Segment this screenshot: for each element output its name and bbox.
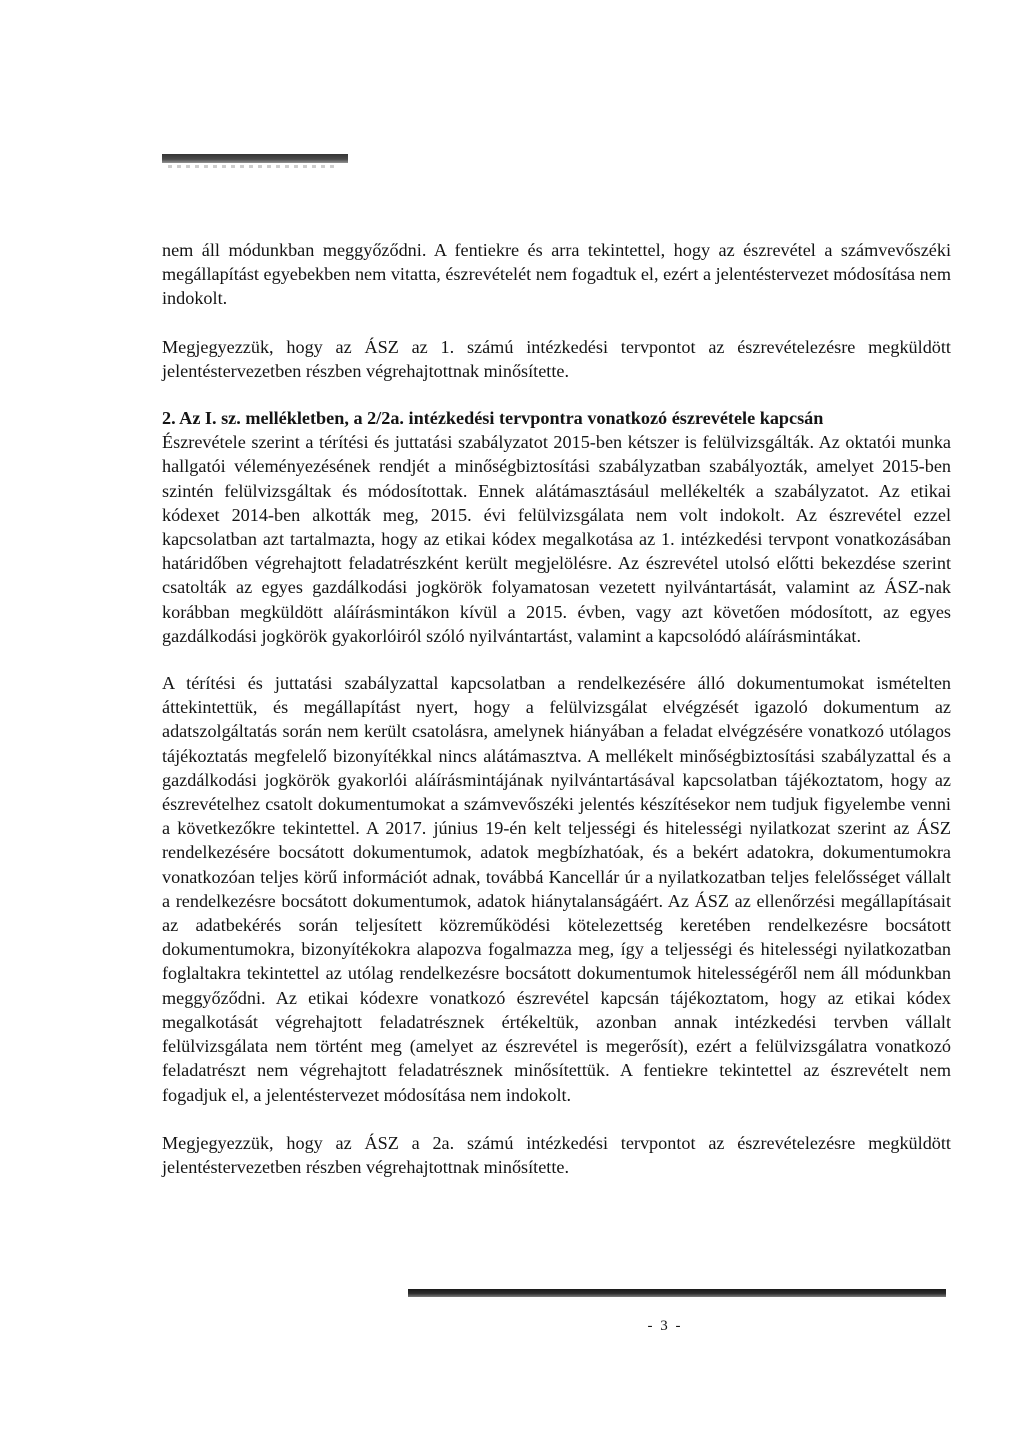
paragraph-note-2: Megjegyezzük, hogy az ÁSZ a 2a. számú intézkedési tervpontot az észrevételezésre megküldött jelentéstervezetben részben végrehajtottnak minősítette.	[162, 1132, 951, 1177]
document-body	[162, 238, 951, 1179]
header-scan-bar	[162, 154, 348, 163]
paragraph-note-1: Megjegyezzük, hogy az ÁSZ az 1. számú intézkedési tervpontot az észrevételezésre megküldött jelentéstervezetben részben végrehajtottnak minősítette.	[162, 336, 951, 381]
footer-scan-bar	[408, 1289, 946, 1297]
section-heading: 2. Az I. sz. mellékletben, a 2/2a. intézkedési tervpontra vonatkozó észrevétele kapcsán	[162, 408, 824, 429]
paragraph-response: A térítési és juttatási szabályzattal kapcsolatban a rendelkezésére álló dokumentumokat ismételten áttekintettük, és megállapítást nyert, hogy a felülvizsgálat elvégzését igazoló dokumentum az adatszolgáltatás során nem került csatolásra, amelynek hiányában a feladat elvégzésére vonatkozó utólagos tájékoztatás megfelelő bizonyítékkal nincs alátámasztva. A mellékelt minőségbiztosítási szabályzattal és a gazdálkodási jogkörök gyakorlói aláírásmintájának nyilvántartásával kapcsolatban tájékoztatom, hogy az észrevételhez csatolt dokumentumokat a számvevőszéki jelentés készítésekor nem tudjuk figyelembe venni a következőkre tekintettel. A 2017. június 19-én kelt teljességi és hitelességi nyilatkozat szerint az ÁSZ rendelkezésére bocsátott dokumentumok, adatok megbízhatóak, és a bekért adatokra, dokumentumokra vonatkozóan teljes körű információt adnak, továbbá Kancellár úr a nyilatkozatban teljes felelősséget vállalt a rendelkezésre bocsátott dokumentumok, adatok hiánytalanságáért. Az ÁSZ az ellenőrzési megállapításait az adatbekérés során teljesített közreműködési kötelezettség keretében rendelkezésre bocsátott dokumentumokra, bizonyítékokra alapozva fogalmazza meg, így a teljességi és hitelességi nyilatkozatban foglaltakra tekintettel az utólag rendelkezésre bocsátott dokumentumok hitelességéről nem áll módunkban meggyőződni. Az etikai kódexre vonatkozó észrevétel kapcsán tájékoztatom, hogy az etikai kódex megalkotását végrehajtott feladatrésznek értékeltük, azonban annak intézkedési tervben vállalt felülvizsgálata nem történt meg (amelyet az észrevétel is megerősít), ezért a felülvizsgálatra vonatkozó feladatrészt nem végrehajtott feladatrésznek minősítettük. A fentiekre tekintettel az észrevételt nem fogadjuk el, a jelentéstervezet módosítása nem indokolt.	[162, 673, 951, 1105]
paragraph-continuation: nem áll módunkban meggyőződni. A fentiekre és arra tekintettel, hogy az észrevétel a számvevőszéki megállapítást egyebekben nem vitatta, észrevételét nem fogadtuk el, ezért a jelentéstervezet módosítása nem indokolt.	[162, 240, 951, 309]
paragraph-observation: Észrevétele szerint a térítési és juttatási szabályzatot 2015-ben kétszer is felülvizsgálták. Az oktatói munka hallgatói véleményezésének rendjét a minőségbiztosítási szabályzatban szabályozták, amelyet 2015-ben szintén felülvizsgáltak és módosítottak. Ennek alátámasztásául mellékelték a szabályzatot. Az etikai kódexet 2014-ben alkották meg, 2015. évi felülvizsgálata nem volt indokolt. Az észrevétel ezzel kapcsolatban azt tartalmazta, hogy az etikai kódex megalkotása az 1. intézkedési tervpont vonatkozásában határidőben végrehajtott feladatrészként került megjelölésre. Az észrevétel utolsó előtti bekezdése szerint csatolták az egyes gazdálkodási jogkörök folyamatosan vezetett nyilvántartását, valamint az ÁSZ-nak korábban megküldött aláírásmintákon kívül a 2015. évben, vagy azt követően módosított, az egyes gazdálkodási jogkörök gyakorlóiról szóló nyilvántartást, valamint a kapcsolódó aláírásmintákat.	[162, 432, 951, 646]
page-number: - 3 -	[647, 1318, 683, 1334]
